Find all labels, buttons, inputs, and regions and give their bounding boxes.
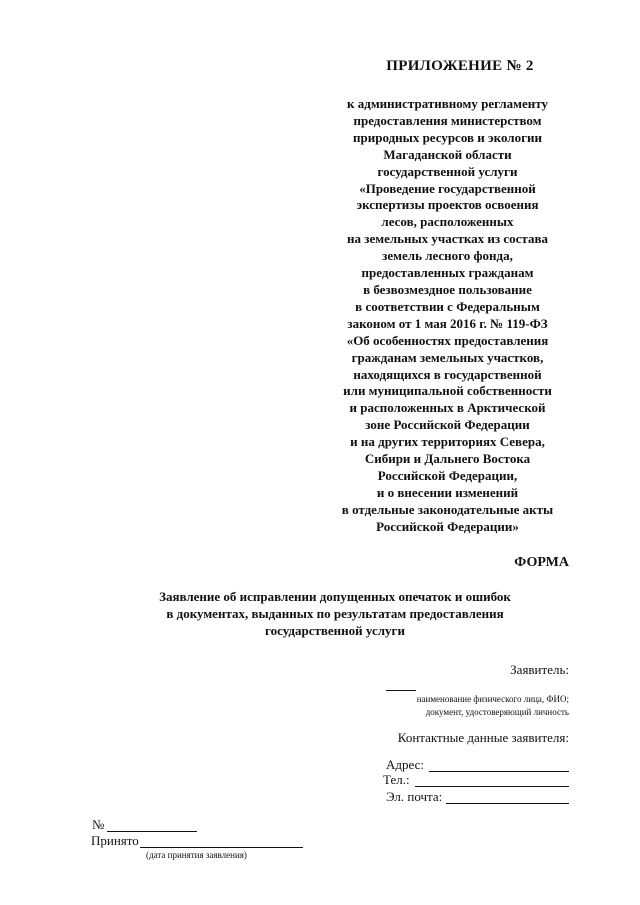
- appendix-line: Российской Федерации,: [377, 467, 518, 483]
- number-label: №: [92, 817, 105, 832]
- appendix-line: к административному регламенту: [347, 96, 548, 111]
- appendix-title: ПРИЛОЖЕНИЕ № 2: [386, 58, 534, 74]
- received-hint: (дата принятия заявления): [146, 850, 247, 860]
- received-blank-line: [140, 847, 303, 848]
- appendix-line: зоне Российской Федерации: [365, 417, 530, 433]
- appendix-line: в соответствии с Федеральным: [355, 298, 540, 314]
- applicant-hint-line: документ, удостоверяющий личность: [425, 707, 569, 717]
- appendix-line: государственной услуги: [377, 163, 518, 179]
- applicant-hint: [417, 693, 569, 719]
- appendix-line: и о внесении изменений: [376, 484, 519, 500]
- phone-blank-line: [415, 786, 569, 787]
- document-title-line: в документах, выданных по результатам предоставления: [166, 606, 504, 621]
- appendix-line: «Об особенностях предоставления: [346, 332, 549, 348]
- number-blank-line: [107, 831, 197, 832]
- appendix-line: на земельных участках из состава: [346, 231, 549, 247]
- applicant-name-line: [386, 690, 416, 691]
- email-blank-line: [446, 803, 569, 804]
- phone-label: Тел.:: [383, 772, 410, 787]
- document-title-line: Заявление об исправлении допущенных опечаток и ошибок: [159, 589, 511, 604]
- appendix-line: Магаданской области: [383, 146, 512, 162]
- appendix-line: в отдельные законодательные акты: [341, 501, 554, 517]
- appendix-line: законом от 1 мая 2016 г. № 119-ФЗ: [347, 315, 548, 331]
- address-label: Адрес:: [386, 757, 424, 772]
- appendix-line: предоставления министерством: [353, 112, 542, 128]
- contacts-heading: Контактные данные заявителя:: [397, 730, 569, 745]
- appendix-line: экспертизы проектов освоения: [356, 197, 539, 213]
- appendix-line: в безвозмездное пользование: [363, 281, 532, 297]
- email-field: [386, 789, 569, 805]
- received-field: [91, 833, 303, 849]
- registration-number-field: [92, 817, 197, 833]
- appendix-line: природных ресурсов и экологии: [353, 129, 542, 145]
- phone-field: [383, 772, 569, 788]
- appendix-line: предоставленных гражданам: [361, 265, 534, 281]
- appendix-line: и на других территориях Севера,: [350, 434, 545, 450]
- email-label: Эл. почта:: [386, 789, 443, 804]
- appendix-line: или муниципальной собственности: [343, 383, 552, 399]
- received-label: Принято: [91, 833, 139, 848]
- appendix-line: находящихся в государственной: [353, 366, 542, 382]
- address-field: [386, 757, 569, 773]
- form-label: ФОРМА: [514, 555, 569, 570]
- appendix-line: земель лесного фонда,: [382, 248, 513, 264]
- document-title-line: государственной услуги: [265, 623, 405, 638]
- applicant-hint-line: наименование физического лица, ФИО;: [416, 694, 569, 704]
- appendix-line: «Проведение государственной: [359, 180, 536, 196]
- appendix-line: гражданам земельных участков,: [351, 349, 544, 365]
- appendix-line: Сибири и Дальнего Востока: [364, 451, 531, 467]
- appendix-line: Российской Федерации»: [376, 518, 519, 534]
- appendix-line: лесов, расположенных: [381, 214, 514, 230]
- document-title: [95, 588, 575, 639]
- appendix-line: и расположенных в Арктической: [349, 400, 546, 416]
- applicant-label: Заявитель:: [510, 662, 569, 677]
- appendix-description: [310, 96, 585, 536]
